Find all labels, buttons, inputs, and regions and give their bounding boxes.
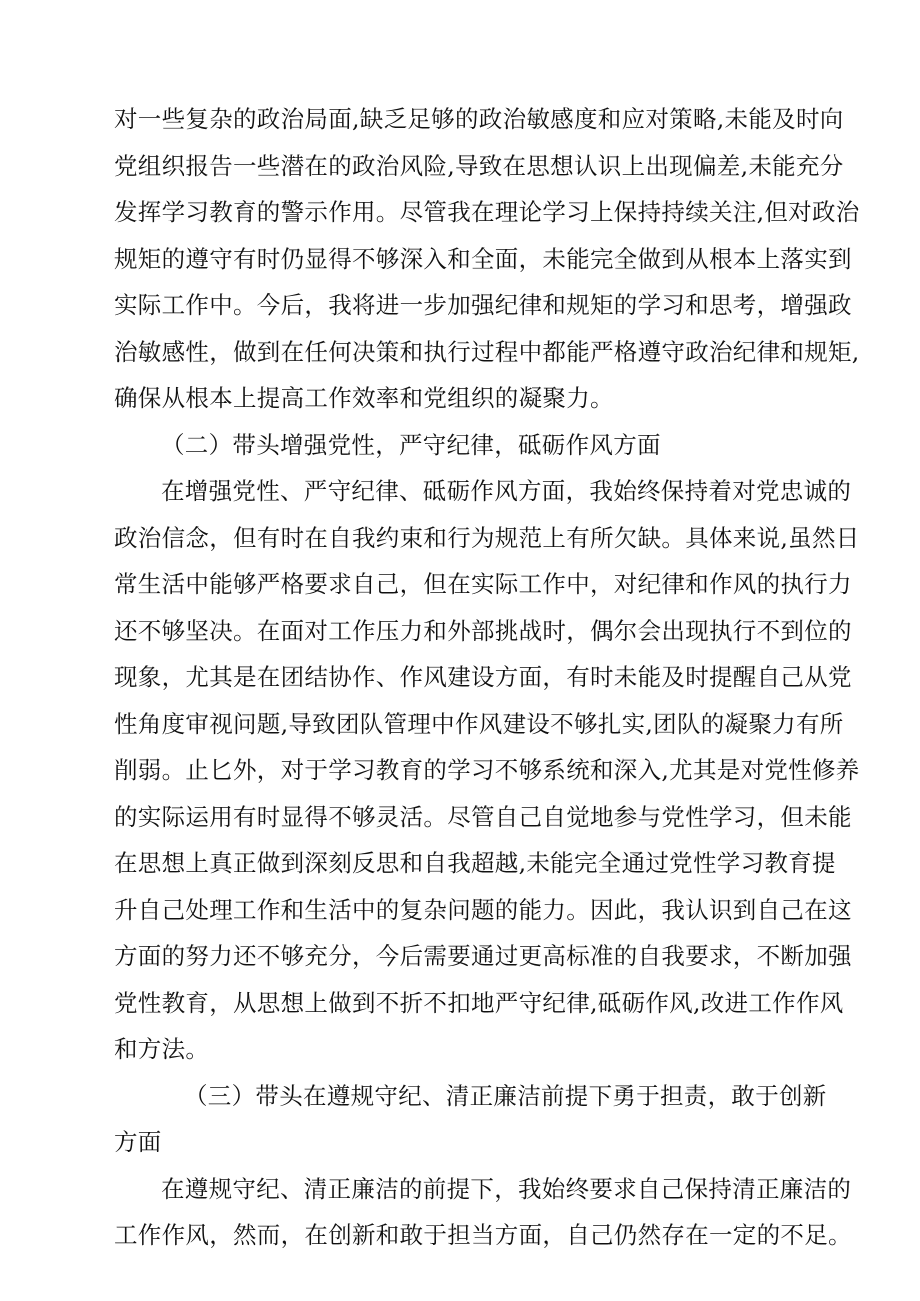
text-line: 党组织报告一些潜在的政治风险,导致在思想认识上出现偏差,未能充分 (114, 151, 844, 180)
text-line: 在思想上真正做到深刻反思和自我超越,未能完全通过党性学习教育提 (114, 849, 836, 877)
text-line: 性角度审视问题,导致团队管理中作风建设不够扎实,团队的凝聚力有所 (114, 709, 844, 738)
paragraph-start-line: 在遵规守纪、清正廉洁的前提下，我始终要求自己保持清正廉洁的 (161, 1174, 852, 1203)
section-heading-2: （二）带头增强党性，严守纪律，砥砺作风方面 (161, 430, 661, 459)
paragraph-start-line: 在增强党性、严守纪律、砥砺作风方面，我始终保持着对党忠诚的 (161, 477, 852, 505)
text-line: 政治信念，但有时在自我约束和行为规范上有所欠缺。具体来说,虽然日 (114, 523, 860, 552)
text-line: 规矩的遵守有时仍显得不够深入和全面，未能完全做到从根本上落实到 (114, 244, 852, 273)
section-heading-3: （三）带头在遵规守纪、清正廉洁前提下勇于担责，敢于创新 (184, 1081, 827, 1110)
text-line: 治敏感性，做到在任何决策和执行过程中都能严格遵守政治纪律和规矩, (114, 337, 860, 366)
text-line: 工作作风，然而，在创新和敢于担当方面，自己仍然存在一定的不足。 (114, 1221, 852, 1249)
text-line: 升自己处理工作和生活中的复杂问题的能力。因此，我认识到自己在这 (114, 895, 852, 924)
text-line: 对一些复杂的政治局面,缺乏足够的政治敏感度和应对策略,未能及时向 (114, 105, 844, 133)
text-line: 党性教育，从思想上做到不折不扣地严守纪律,砥砺作风,改进工作作风 (114, 988, 844, 1017)
section-heading-3-continued: 方面 (114, 1128, 162, 1156)
text-line: 常生活中能够严格要求自己，但在实际工作中，对纪律和作风的执行力 (114, 570, 852, 598)
text-line: 现象，尤其是在团结协作、作风建设方面，有时未能及时提醒自己从党 (114, 663, 852, 691)
document-body (114, 96, 860, 1259)
text-line: 和方法。 (114, 1035, 210, 1063)
text-line: 实际工作中。今后，我将进一步加强纪律和规矩的学习和思考，增强政 (114, 291, 852, 319)
text-line: 削弱。止匕外，对于学习教育的学习不够系统和深入,尤其是对党性修养 (114, 756, 860, 784)
text-line: 确保从根本上提高工作效率和党组织的凝聚力。 (114, 384, 614, 412)
text-line: 方面的努力还不够充分，今后需要通过更高标准的自我要求，不断加强 (114, 942, 852, 970)
text-line: 还不够坚决。在面对工作压力和外部挑战时，偶尔会出现执行不到位的 (114, 616, 852, 645)
text-line: 的实际运用有时显得不够灵活。尽管自己自觉地参与党性学习，但未能 (114, 802, 852, 831)
text-line: 发挥学习教育的警示作用。尽管我在理论学习上保持持续关注,但对政治 (114, 198, 860, 226)
